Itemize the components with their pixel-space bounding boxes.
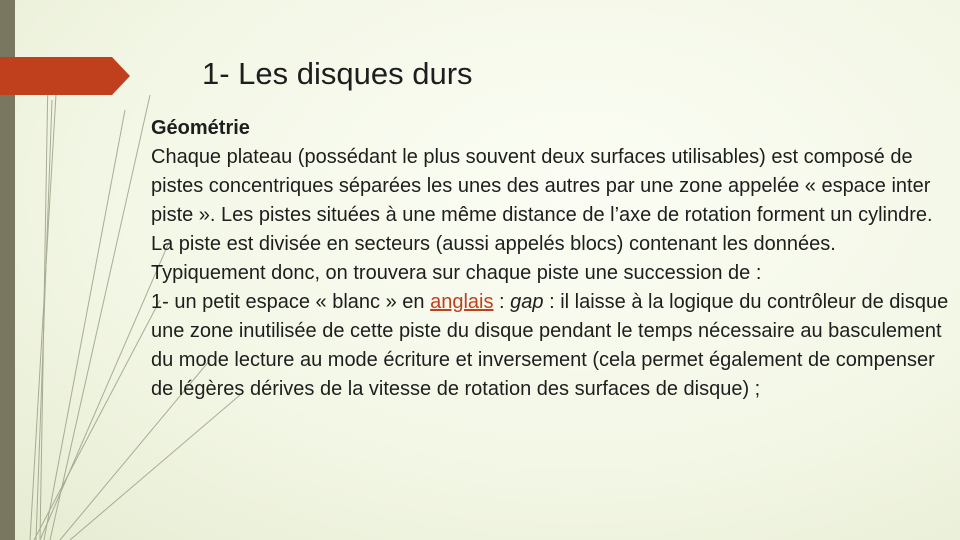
item-rest: : il laisse à la logique du contrôleur de disque une zone inutilisée de cette piste du disque pendant le temps nécessaire au basculement du mode lecture au mode écriture et inversement (cela permet également de compenser de légères dérives de la vitesse de rotation des surfaces de disque) ; [151,291,949,400]
list-item-gap [151,288,951,404]
subheading: Géométrie [151,117,250,139]
slide-body [151,114,951,404]
gap-term: gap [510,291,544,313]
slide-title: 1- Les disques durs [202,56,473,91]
paragraph-plateau: Chaque plateau (possédant le plus souvent deux surfaces utilisables) est composé de pistes concentriques séparées les unes des autres par une zone appelée « espace inter piste ». Les pistes situées à une même distance de l’axe de rotation forment un cylindre. [151,146,933,226]
paragraph-piste: La piste est divisée en secteurs (aussi appelés blocs) contenant les données. Typiquement donc, on trouvera sur chaque piste une succession de : [151,233,836,284]
item-prefix: 1- un petit espace « blanc » en [151,291,431,313]
anglais-link[interactable]: anglais [430,291,494,313]
item-separator: : [493,291,511,313]
title-accent-tab [0,57,130,95]
